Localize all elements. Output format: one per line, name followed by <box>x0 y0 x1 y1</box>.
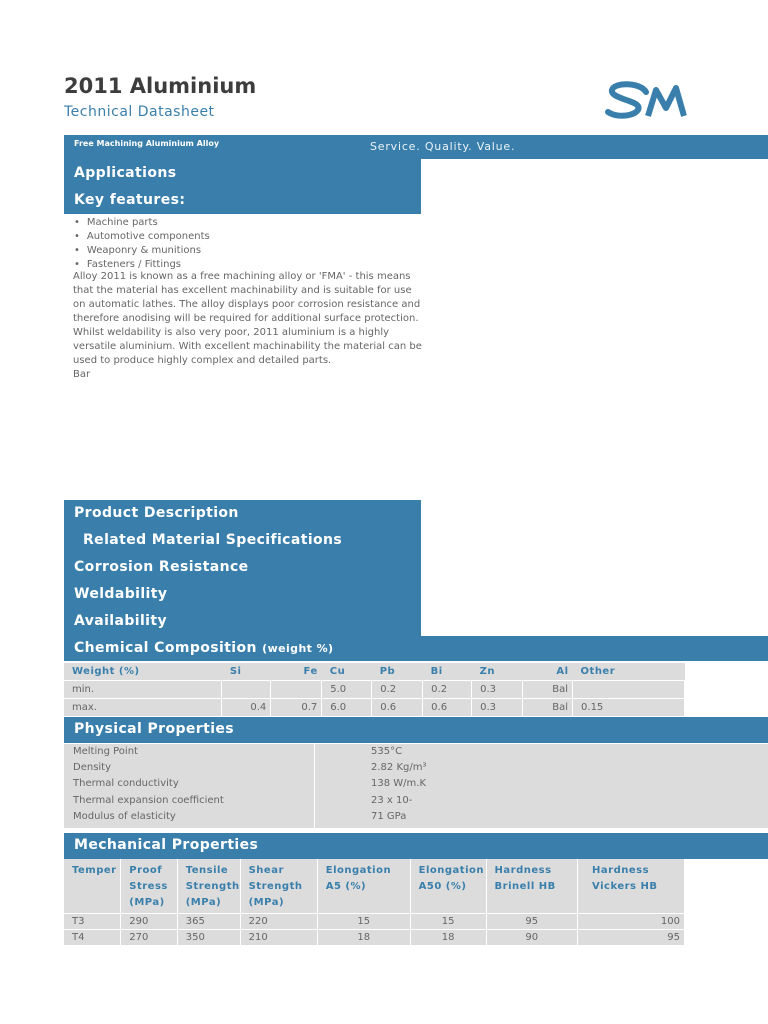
table-cell: 290 <box>121 914 177 930</box>
table-cell: 365 <box>177 914 240 930</box>
table-header: Si <box>222 663 271 681</box>
heading-corrosion: Corrosion Resistance <box>74 559 249 575</box>
table-header: Elongation A5 (%) <box>317 859 410 914</box>
table-cell: 0.7 <box>271 699 322 717</box>
table-cell: 210 <box>240 930 317 946</box>
table-header: Hardness Brinell HB <box>486 859 577 914</box>
property-label: Modulus of elasticity <box>73 811 176 822</box>
table-header: Proof Stress (MPa) <box>121 859 177 914</box>
table-cell: 270 <box>121 930 177 946</box>
table-cell: 0.4 <box>222 699 271 717</box>
heading-availability: Availability <box>74 613 167 629</box>
intro-heading-block <box>64 159 421 214</box>
table-cell: max. <box>64 699 222 717</box>
table-cell: 0.2 <box>423 681 472 699</box>
table-cell: 0.3 <box>472 681 523 699</box>
table-header: Zn <box>472 663 523 681</box>
property-label: Melting Point <box>73 746 138 757</box>
table-header-row <box>64 663 685 681</box>
table-header: Fe <box>271 663 322 681</box>
table-cell: 95 <box>486 914 577 930</box>
column-divider <box>314 744 315 828</box>
table-row <box>64 930 685 946</box>
table-row <box>64 699 685 717</box>
chemical-title: Chemical Composition <box>74 640 257 656</box>
table-cell: 0.3 <box>472 699 523 717</box>
heading-weldability: Weldability <box>74 586 168 602</box>
property-label: Thermal conductivity <box>73 778 179 789</box>
heading-chemical <box>74 640 333 656</box>
table-cell: T4 <box>64 930 121 946</box>
table-cell: Bal <box>523 699 573 717</box>
table-header: Hardness Vickers HB <box>578 859 685 914</box>
table-cell: 0.2 <box>372 681 423 699</box>
alloy-tagline: Free Machining Aluminium Alloy <box>74 139 220 148</box>
table-cell: 220 <box>240 914 317 930</box>
table-header: Tensile Strength (MPa) <box>177 859 240 914</box>
heading-physical: Physical Properties <box>74 721 235 737</box>
header-bar <box>64 135 768 159</box>
chemical-composition-table <box>64 663 685 717</box>
list-item: • Machine parts <box>64 216 421 230</box>
table-header: Cu <box>322 663 372 681</box>
chemical-unit: (weight %) <box>262 642 334 655</box>
logo-graphic <box>604 70 694 130</box>
heading-mechanical: Mechanical Properties <box>74 837 259 853</box>
property-label: Thermal expansion coefficient <box>73 795 224 806</box>
table-cell: 0.6 <box>372 699 423 717</box>
chemical-composition-bar <box>64 636 768 661</box>
property-label: Density <box>73 762 112 773</box>
table-row <box>64 681 685 699</box>
table-cell: 15 <box>317 914 410 930</box>
property-value: 23 x 10- <box>371 795 413 806</box>
applications-list <box>64 216 421 272</box>
heading-key-features: Key features: <box>74 192 186 208</box>
table-cell <box>573 681 685 699</box>
table-header: Other <box>573 663 685 681</box>
table-cell: 15 <box>410 914 486 930</box>
property-value: 2.82 Kg/m³ <box>371 762 427 773</box>
table-cell <box>271 681 322 699</box>
company-logo <box>604 70 694 130</box>
section-heading-block <box>64 500 421 636</box>
doc-title: 2011 Aluminium <box>64 74 257 98</box>
table-cell: 6.0 <box>322 699 372 717</box>
table-cell: Bal <box>523 681 573 699</box>
table-cell <box>222 681 271 699</box>
availability-text: Bar <box>73 369 91 380</box>
table-cell: 18 <box>317 930 410 946</box>
property-value: 71 GPa <box>371 811 407 822</box>
table-cell: 0.6 <box>423 699 472 717</box>
mechanical-properties-table <box>64 859 685 946</box>
table-row <box>64 914 685 930</box>
heading-related-specs: Related Material Specifications <box>83 532 343 548</box>
physical-properties-bar <box>64 717 768 743</box>
table-header: Bi <box>423 663 472 681</box>
list-item: • Automotive components <box>64 230 421 244</box>
table-header: Weight (%) <box>64 663 222 681</box>
table-cell: 350 <box>177 930 240 946</box>
company-slogan: Service. Quality. Value. <box>370 140 516 153</box>
table-cell: T3 <box>64 914 121 930</box>
product-description-text <box>73 270 425 382</box>
table-header: Pb <box>372 663 423 681</box>
description-paragraph: Alloy 2011 is known as a free machining alloy or 'FMA' - this means that the material has excellent machinability and is suitable for use on automatic lathes. The alloy displays poor corrosion resistance and therefore anodising will be required for additional surface protection. Whilst weldability is also very poor, 2011 aluminium is a highly versatile aluminium. With excellent machinability the material can be used to produce highly complex and detailed parts. <box>73 271 422 366</box>
list-item: • Fasteners / Fittings <box>64 258 421 272</box>
heading-applications: Applications <box>74 165 177 181</box>
table-cell: 95 <box>578 930 685 946</box>
table-cell: 90 <box>486 930 577 946</box>
table-header: Shear Strength (MPa) <box>240 859 317 914</box>
table-cell: 5.0 <box>322 681 372 699</box>
heading-product-description: Product Description <box>74 505 239 521</box>
table-cell: 100 <box>578 914 685 930</box>
table-cell: min. <box>64 681 222 699</box>
doc-subtitle: Technical Datasheet <box>64 104 215 120</box>
property-value: 535°C <box>371 746 403 757</box>
table-header: Al <box>523 663 573 681</box>
property-value: 138 W/m.K <box>371 778 426 789</box>
table-cell: 0.15 <box>573 699 685 717</box>
mechanical-properties-bar <box>64 833 768 859</box>
table-header: Temper <box>64 859 121 914</box>
table-header: Elongation A50 (%) <box>410 859 486 914</box>
table-header-row <box>64 859 685 914</box>
table-cell: 18 <box>410 930 486 946</box>
physical-properties-table <box>64 744 768 828</box>
list-item: • Weaponry & munitions <box>64 244 421 258</box>
